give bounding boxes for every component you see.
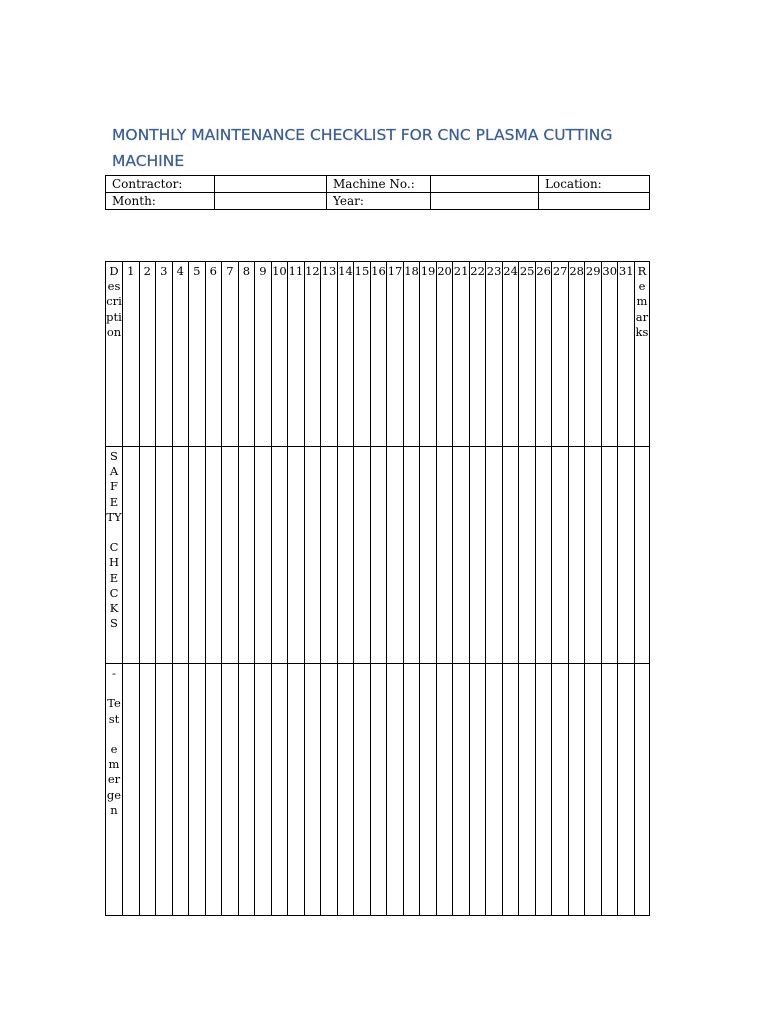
day-header-26: [535, 262, 552, 447]
day-check-cell-17[interactable]: [387, 447, 404, 664]
day-check-cell-1[interactable]: [123, 664, 140, 916]
day-check-cell-19[interactable]: [420, 447, 437, 664]
day-number: 22: [470, 264, 485, 278]
day-header-23: [486, 262, 503, 447]
day-number: 5: [193, 264, 201, 278]
day-check-cell-8[interactable]: [238, 664, 255, 916]
day-check-cell-11[interactable]: [288, 664, 305, 916]
day-check-cell-28[interactable]: [568, 664, 585, 916]
day-number: 16: [371, 264, 386, 278]
day-header-20: [436, 262, 453, 447]
day-header-22: [469, 262, 486, 447]
info-row-1: [106, 176, 650, 193]
day-check-cell-3[interactable]: [156, 664, 173, 916]
day-number: 3: [160, 264, 168, 278]
day-check-cell-21[interactable]: [453, 447, 470, 664]
day-check-cell-14[interactable]: [337, 447, 354, 664]
day-header-12: [304, 262, 321, 447]
day-header-1: [123, 262, 140, 447]
day-check-cell-6[interactable]: [205, 447, 222, 664]
day-check-cell-13[interactable]: [321, 664, 338, 916]
day-check-cell-15[interactable]: [354, 664, 371, 916]
day-number: 12: [305, 264, 320, 278]
remarks-header-label: Remarks: [635, 264, 649, 339]
day-header-15: [354, 262, 371, 447]
day-check-cell-31[interactable]: [618, 447, 635, 664]
day-number: 8: [242, 264, 251, 278]
day-number: 25: [519, 264, 535, 278]
day-header-28: [568, 262, 585, 447]
info-row-2: [106, 193, 650, 210]
day-check-cell-8[interactable]: [238, 447, 255, 664]
day-number: 2: [143, 264, 151, 278]
day-header-6: [205, 262, 222, 447]
page-title: MONTHLY MAINTENANCE CHECKLIST FOR CNC PLASMA CUTTING MACHINE: [112, 126, 613, 170]
day-check-cell-25[interactable]: [519, 447, 536, 664]
day-check-cell-20[interactable]: [436, 447, 453, 664]
day-number: 20: [437, 264, 452, 278]
remarks-header: [634, 262, 649, 447]
checklist-row: [106, 447, 650, 664]
day-check-cell-5[interactable]: [189, 447, 206, 664]
day-check-cell-29[interactable]: [585, 447, 602, 664]
day-header-10: [271, 262, 288, 447]
day-check-cell-23[interactable]: [486, 447, 503, 664]
day-check-cell-18[interactable]: [403, 447, 420, 664]
day-header-18: [403, 262, 420, 447]
day-check-cell-11[interactable]: [288, 447, 305, 664]
remarks-cell[interactable]: [634, 664, 649, 916]
day-header-14: [337, 262, 354, 447]
day-number: 11: [288, 264, 304, 278]
day-header-25: [519, 262, 536, 447]
day-number: 14: [338, 264, 353, 278]
day-header-24: [502, 262, 519, 447]
day-check-cell-23[interactable]: [486, 664, 503, 916]
day-check-cell-27[interactable]: [552, 447, 569, 664]
day-check-cell-15[interactable]: [354, 447, 371, 664]
description-header: [106, 262, 123, 447]
checklist-row: [106, 664, 650, 916]
day-check-cell-27[interactable]: [552, 664, 569, 916]
day-check-cell-10[interactable]: [271, 664, 288, 916]
contractor-label: Contractor:: [106, 176, 215, 193]
day-header-21: [453, 262, 470, 447]
day-check-cell-7[interactable]: [222, 664, 239, 916]
location-label: Location:: [539, 176, 650, 193]
day-check-cell-3[interactable]: [156, 447, 173, 664]
day-check-cell-6[interactable]: [205, 664, 222, 916]
day-number: 7: [226, 264, 234, 278]
day-check-cell-9[interactable]: [255, 447, 272, 664]
day-check-cell-4[interactable]: [172, 447, 189, 664]
day-check-cell-24[interactable]: [502, 664, 519, 916]
day-number: 17: [387, 264, 403, 278]
day-check-cell-12[interactable]: [304, 447, 321, 664]
machine-no-field[interactable]: [431, 176, 539, 193]
day-header-27: [552, 262, 569, 447]
day-number: 27: [552, 264, 568, 278]
day-header-17: [387, 262, 404, 447]
day-header-30: [601, 262, 618, 447]
day-header-2: [139, 262, 156, 447]
day-number: 6: [209, 264, 217, 278]
day-check-cell-29[interactable]: [585, 664, 602, 916]
day-header-5: [189, 262, 206, 447]
day-header-8: [238, 262, 255, 447]
day-header-29: [585, 262, 602, 447]
year-label: Year:: [327, 193, 431, 210]
day-check-cell-18[interactable]: [403, 664, 420, 916]
day-check-cell-16[interactable]: [370, 664, 387, 916]
day-check-cell-7[interactable]: [222, 447, 239, 664]
year-field[interactable]: [431, 193, 539, 210]
day-check-cell-10[interactable]: [271, 447, 288, 664]
day-check-cell-17[interactable]: [387, 664, 404, 916]
item-description-cell: [106, 664, 123, 916]
machine-no-label: Machine No.:: [327, 176, 431, 193]
day-number: 21: [453, 264, 469, 278]
day-number: 13: [321, 264, 337, 278]
day-check-cell-26[interactable]: [535, 664, 552, 916]
day-check-cell-20[interactable]: [436, 664, 453, 916]
day-header-3: [156, 262, 173, 447]
day-check-cell-12[interactable]: [304, 664, 321, 916]
day-number: 19: [420, 264, 436, 278]
day-number: 24: [503, 264, 518, 278]
day-check-cell-26[interactable]: [535, 447, 552, 664]
day-header-13: [321, 262, 338, 447]
day-number: 23: [486, 264, 502, 278]
day-number: 26: [536, 264, 551, 278]
day-check-cell-1[interactable]: [123, 447, 140, 664]
day-header-7: [222, 262, 239, 447]
day-header-4: [172, 262, 189, 447]
checklist-header-row: [106, 262, 650, 447]
day-check-cell-14[interactable]: [337, 664, 354, 916]
item-description: - Test emergen: [106, 666, 122, 817]
day-check-cell-25[interactable]: [519, 664, 536, 916]
day-check-cell-28[interactable]: [568, 447, 585, 664]
day-check-cell-16[interactable]: [370, 447, 387, 664]
month-label: Month:: [106, 193, 215, 210]
checklist-grid: [105, 261, 650, 916]
location-field[interactable]: [539, 193, 650, 210]
day-number: 31: [618, 264, 634, 278]
remarks-cell[interactable]: [634, 447, 649, 664]
day-check-cell-9[interactable]: [255, 664, 272, 916]
day-check-cell-5[interactable]: [189, 664, 206, 916]
header-info-table: [105, 175, 650, 210]
day-header-31: [618, 262, 635, 447]
day-check-cell-30[interactable]: [601, 447, 618, 664]
day-header-19: [420, 262, 437, 447]
item-description: SAFETY CHECKS: [106, 449, 122, 631]
day-check-cell-31[interactable]: [618, 664, 635, 916]
day-check-cell-30[interactable]: [601, 664, 618, 916]
day-check-cell-21[interactable]: [453, 664, 470, 916]
day-check-cell-19[interactable]: [420, 664, 437, 916]
day-number: 9: [259, 264, 267, 278]
day-header-16: [370, 262, 387, 447]
day-check-cell-4[interactable]: [172, 664, 189, 916]
item-description-cell: [106, 447, 123, 664]
day-number: 10: [272, 264, 287, 278]
day-check-cell-2[interactable]: [139, 664, 156, 916]
day-check-cell-24[interactable]: [502, 447, 519, 664]
month-field[interactable]: [215, 193, 327, 210]
day-number: 15: [354, 264, 370, 278]
day-number: 1: [127, 264, 135, 278]
day-header-11: [288, 262, 305, 447]
day-number: 18: [404, 264, 419, 278]
day-check-cell-22[interactable]: [469, 447, 486, 664]
day-number: 30: [602, 264, 618, 278]
day-check-cell-2[interactable]: [139, 447, 156, 664]
day-header-9: [255, 262, 272, 447]
contractor-field[interactable]: [215, 176, 327, 193]
day-number: 4: [176, 264, 184, 278]
day-number: 29: [585, 264, 601, 278]
day-number: 28: [569, 264, 584, 278]
day-check-cell-13[interactable]: [321, 447, 338, 664]
day-check-cell-22[interactable]: [469, 664, 486, 916]
description-header-label: Description: [106, 264, 122, 339]
